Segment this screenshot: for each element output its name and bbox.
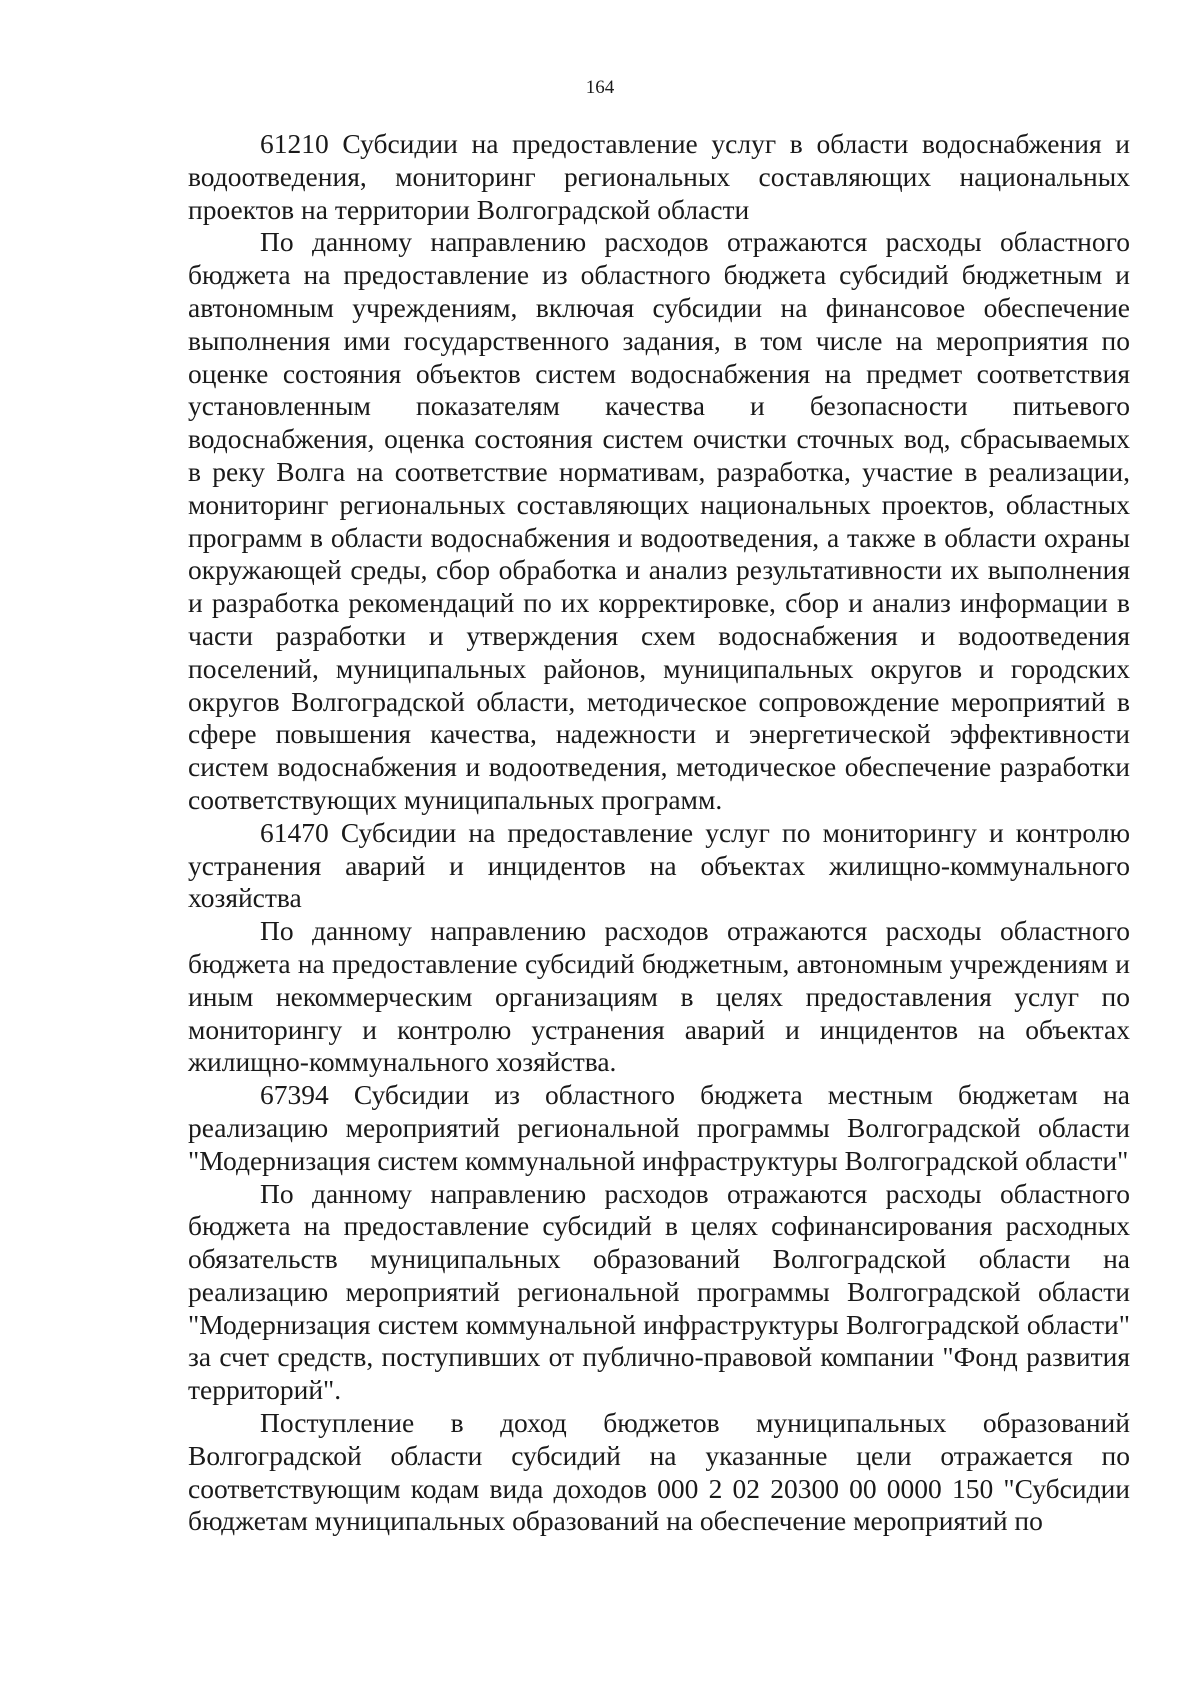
page-number: 164	[585, 77, 615, 98]
paragraph-67394-heading: 67394 Субсидии из областного бюджета местным бюджетам на реализацию мероприятий региональной программы Волгоградской области "Модернизация систем коммунальной инфраструктуры Волгоградской области"	[188, 1079, 1130, 1176]
paragraph-income-note: Поступление в доход бюджетов муниципальных образований Волгоградской области субсидий на указанные цели отражается по соответствующим кодам вида доходов 000 2 02 20300 00 0000 150 "Субсидии бюджетам муниципальных образований на обеспечение мероприятий по	[188, 1407, 1130, 1537]
paragraph-61470-description: По данному направлению расходов отражаются расходы областного бюджета на предоставление субсидий бюджетным, автономным учреждениям и иным некоммерческим организациям в целях предоставления услуг по мониторингу и контролю устранения аварий и инцидентов на объектах жилищно-коммунального хозяйства.	[188, 915, 1130, 1078]
paragraph-61470-heading: 61470 Субсидии на предоставление услуг по мониторингу и контролю устранения аварий и инцидентов на объектах жилищно-коммунального хозяйства	[188, 816, 1130, 914]
paragraph-61210-heading: 61210 Субсидии на предоставление услуг в области водоснабжения и водоотведения, мониторинг региональных составляющих национальных проектов на территории Волгоградской области	[188, 128, 1130, 225]
document-body	[188, 128, 1130, 1538]
paragraph-61210-description: По данному направлению расходов отражаются расходы областного бюджета на предоставление из областного бюджета субсидий бюджетным и автономным учреждениям, включая субсидии на финансовое обеспечение выполнения ими государственного задания, в том числе на мероприятия по оценке состояния объектов систем водоснабжения на предмет соответствия установленным показателям качества и безопасности питьевого водоснабжения, оценка состояния систем очистки сточных вод, сбрасываемых в реку Волга на соответствие нормативам, разработка, участие в реализации, мониторинг региональных составляющих национальных проектов, областных программ в области водоснабжения и водоотведения, а также в области охраны окружающей среды, сбор обработка и анализ результативности их выполнения и разработка рекомендаций по их корректировке, сбор и анализ информации в части разработки и утверждения схем водоснабжения и водоотведения поселений, муниципальных районов, муниципальных округов и городских округов Волгоградской области, методическое сопровождение мероприятий в сфере повышения качества, надежности и энергетической эффективности систем водоснабжения и водоотведения, методическое обеспечение разработки соответствующих муниципальных программ.	[188, 226, 1130, 815]
paragraph-67394-description: По данному направлению расходов отражаются расходы областного бюджета на предоставление субсидий в целях софинансирования расходных обязательств муниципальных образований Волгоградской области на реализацию мероприятий региональной программы Волгоградской области "Модернизация систем коммунальной инфраструктуры Волгоградской области" за счет средств, поступивших от публично-правовой компании "Фонд развития территорий".	[188, 1177, 1130, 1406]
